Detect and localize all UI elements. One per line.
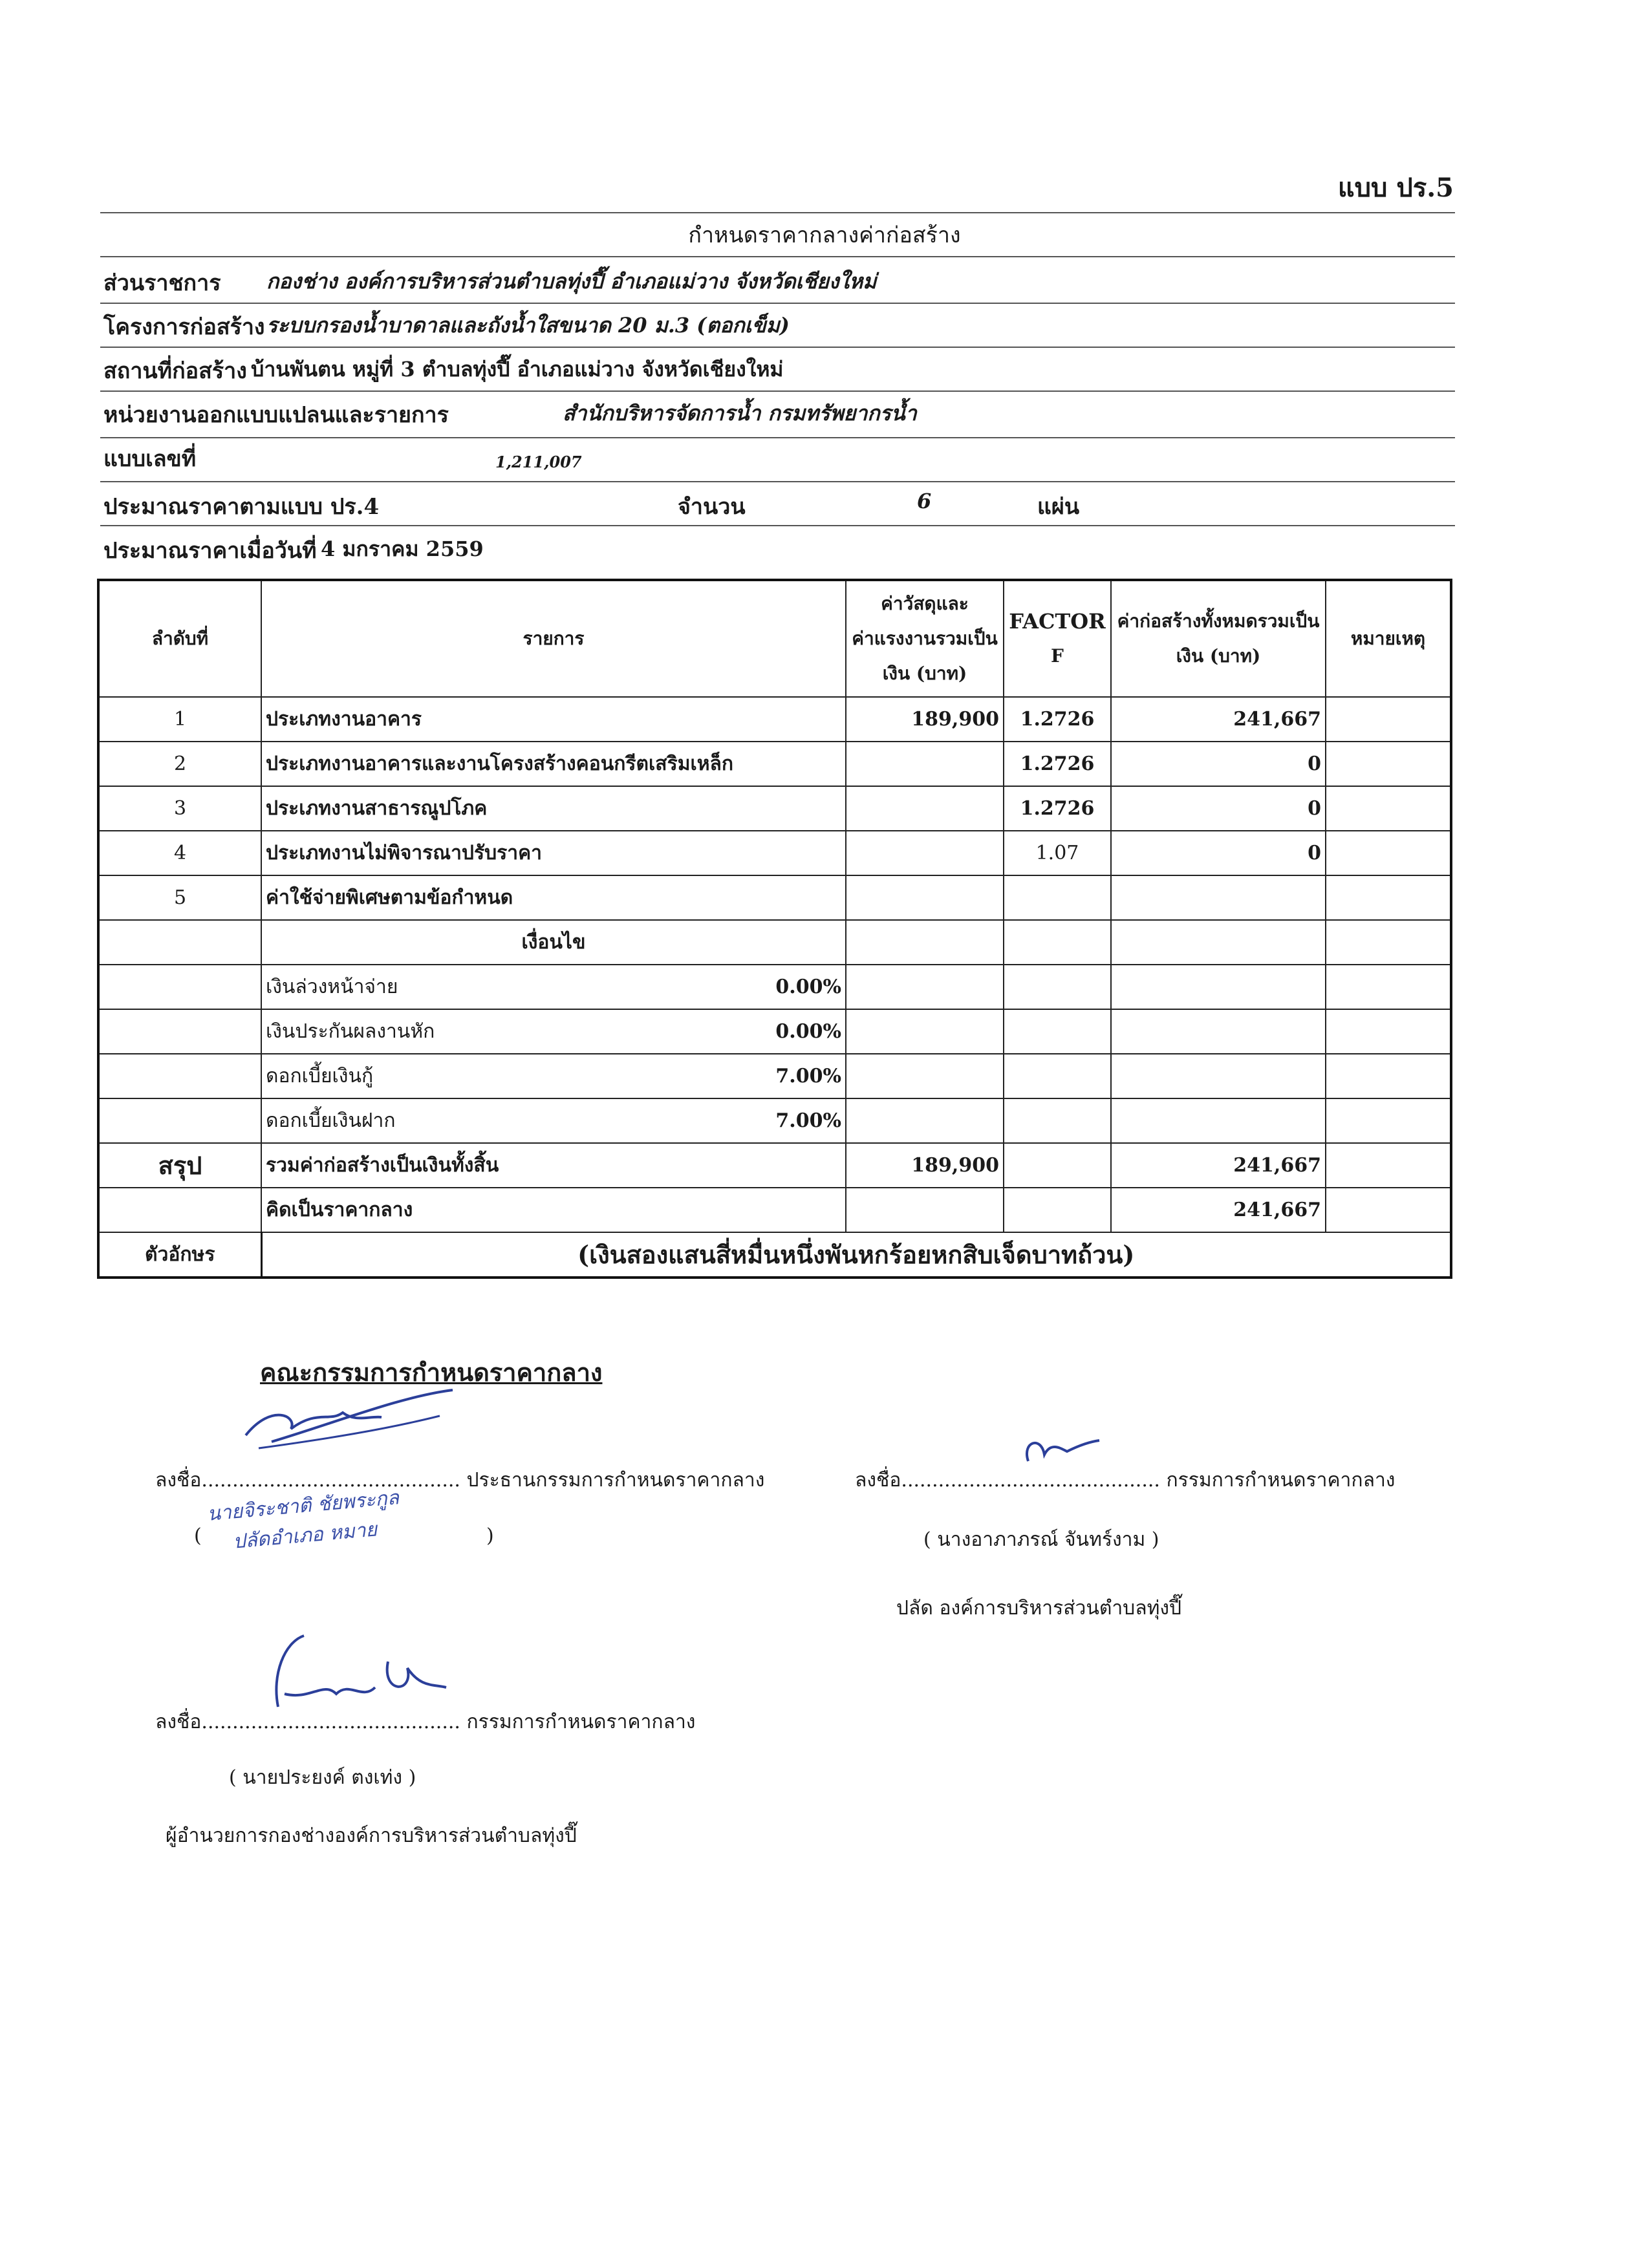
row-total <box>1111 875 1326 920</box>
empty-cell <box>98 965 261 1009</box>
header-factor-line: F <box>1051 645 1064 667</box>
row-cost: 189,900 <box>846 697 1004 742</box>
stamp-text: นายจิระชาติ ชัยพระกูล <box>206 1486 400 1526</box>
condition-cell <box>261 1054 846 1098</box>
row-no: 2 <box>98 742 261 786</box>
signature-3 <box>259 1623 479 1720</box>
agency-value: กองช่าง องค์การบริหารส่วนตำบลทุ่งปี๊ อำเภอแม่วาง จังหวัดเชียงใหม่ <box>266 269 877 294</box>
empty-cell <box>1326 1143 1451 1188</box>
divider <box>100 212 1455 213</box>
member-name: ( นายประยงค์ ตงเท่ง ) <box>229 1766 416 1789</box>
header-no: ลำดับที่ <box>98 580 261 697</box>
row-no: 5 <box>98 875 261 920</box>
header-cost-line: เงิน (บาท) <box>882 663 967 684</box>
table-row <box>98 786 1451 831</box>
letters-row <box>98 1232 1451 1278</box>
empty-cell <box>846 965 1004 1009</box>
paren-close: ) <box>486 1524 494 1547</box>
table-row <box>98 875 1451 920</box>
letters-label: ตัวอักษร <box>98 1232 261 1278</box>
row-cost <box>846 831 1004 875</box>
row-item: ประเภทงานสาธารณูปโภค <box>261 786 846 831</box>
row-factor: 1.07 <box>1004 831 1111 875</box>
row-remark <box>1326 697 1451 742</box>
empty-cell <box>1004 1098 1111 1143</box>
header-factor <box>1004 580 1111 697</box>
row-cost <box>846 742 1004 786</box>
summary-total: 241,667 <box>1111 1143 1326 1188</box>
page-title: กำหนดราคากลางค่าก่อสร้าง <box>688 222 961 248</box>
project-value: ระบบกรองน้ำบาดาลและถังน้ำใสขนาด 20 ม.3 (ตอกเข็ม) <box>266 313 790 337</box>
conditions-title-row <box>98 920 1451 965</box>
empty-cell <box>846 1009 1004 1054</box>
empty-cell <box>846 920 1004 965</box>
table-row <box>98 831 1451 875</box>
median-row <box>98 1188 1451 1232</box>
summary-cost: 189,900 <box>846 1143 1004 1188</box>
designer-value: สำนักบริหารจัดการน้ำ กรมทรัพยากรน้ำ <box>563 401 917 425</box>
row-total: 0 <box>1111 786 1326 831</box>
condition-cell <box>261 1098 846 1143</box>
row-factor: 1.2726 <box>1004 742 1111 786</box>
row-remark <box>1326 831 1451 875</box>
condition-value: 0.00% <box>775 1020 841 1043</box>
empty-cell <box>1004 1054 1111 1098</box>
condition-label: ดอกเบี้ยเงินกู้ <box>266 1065 374 1087</box>
summary-item: รวมค่าก่อสร้างเป็นเงินทั้งสิ้น <box>261 1143 846 1188</box>
row-no: 3 <box>98 786 261 831</box>
header-cost-line: ค่าวัสดุและ <box>881 593 969 614</box>
empty-cell <box>1326 1054 1451 1098</box>
price-table <box>97 579 1452 1279</box>
conditions-title: เงื่อนไข <box>261 920 846 965</box>
row-cost <box>846 875 1004 920</box>
row-item: ประเภทงานอาคารและงานโครงสร้างคอนกรีตเสริมเหล็ก <box>261 742 846 786</box>
date-label: ประมาณราคาเมื่อวันที่ <box>103 538 317 564</box>
signature-line-chair: ลงชื่อ.......................................... ประธานกรรมการกำหนดราคากลาง <box>155 1469 765 1492</box>
divider <box>100 437 1455 438</box>
header-remark: หมายเหตุ <box>1326 580 1451 697</box>
empty-cell <box>98 920 261 965</box>
header-total-line: เงิน (บาท) <box>1176 645 1261 667</box>
condition-label: เงินประกันผลงานหัก <box>266 1020 435 1043</box>
empty-cell <box>1111 965 1326 1009</box>
condition-row <box>98 1054 1451 1098</box>
header-total <box>1111 580 1326 697</box>
table-row <box>98 697 1451 742</box>
letters-value: (เงินสองแสนสี่หมื่นหนึ่งพันหกร้อยหกสิบเจ็ดบาทถ้วน) <box>261 1232 1451 1278</box>
condition-label: เงินล่วงหน้าจ่าย <box>266 976 398 998</box>
summary-row <box>98 1143 1451 1188</box>
empty-cell <box>98 1054 261 1098</box>
row-item: ประเภทงานไม่พิจารณาปรับราคา <box>261 831 846 875</box>
project-label: โครงการก่อสร้าง <box>103 314 265 340</box>
condition-row <box>98 1098 1451 1143</box>
row-item: ค่าใช้จ่ายพิเศษตามข้อกำหนด <box>261 875 846 920</box>
condition-value: 0.00% <box>775 976 841 998</box>
row-no: 1 <box>98 697 261 742</box>
row-cost <box>846 786 1004 831</box>
signature-line-member: ลงชื่อ.......................................... กรรมการกำหนดราคากลาง <box>855 1469 1396 1492</box>
median-item: คิดเป็นราคากลาง <box>261 1188 846 1232</box>
estimate-label: ประมาณราคาตามแบบ ปร.4 <box>103 494 380 520</box>
empty-cell <box>846 1188 1004 1232</box>
row-factor <box>1004 875 1111 920</box>
row-remark <box>1326 875 1451 920</box>
divider <box>100 481 1455 482</box>
agency-label: ส่วนราชการ <box>103 270 221 296</box>
divider <box>100 256 1455 257</box>
condition-label: ดอกเบี้ยเงินฝาก <box>266 1109 396 1132</box>
empty-cell <box>1004 1009 1111 1054</box>
empty-cell <box>98 1098 261 1143</box>
row-factor: 1.2726 <box>1004 697 1111 742</box>
empty-cell <box>1111 1054 1326 1098</box>
divider <box>100 525 1455 526</box>
header-total-line: ค่าก่อสร้างทั้งหมดรวมเป็น <box>1117 610 1320 632</box>
condition-value: 7.00% <box>775 1109 841 1132</box>
condition-cell <box>261 1009 846 1054</box>
empty-cell <box>1326 1188 1451 1232</box>
empty-cell <box>1004 920 1111 965</box>
designer-label: หน่วยงานออกแบบแปลนและรายการ <box>103 402 449 428</box>
empty-cell <box>1326 965 1451 1009</box>
empty-cell <box>1326 920 1451 965</box>
row-total: 0 <box>1111 831 1326 875</box>
signature-1 <box>233 1377 466 1455</box>
divider <box>100 390 1455 392</box>
table-header-row <box>98 580 1451 697</box>
stamp-text: ปลัดอำเภอ หมาย <box>232 1518 378 1554</box>
header-cost-line: ค่าแรงงานรวมเป็น <box>852 628 998 649</box>
row-factor: 1.2726 <box>1004 786 1111 831</box>
count-value: 6 <box>917 489 932 513</box>
signature-line-member: ลงชื่อ.......................................... กรรมการกำหนดราคากลาง <box>155 1711 696 1733</box>
header-item: รายการ <box>261 580 846 697</box>
member-position: ผู้อำนวยการกองช่างองค์การบริหารส่วนตำบลทุ่งปี๊ <box>166 1824 577 1847</box>
member-position: ปลัด องค์การบริหารส่วนตำบลทุ่งปี๊ <box>896 1597 1182 1620</box>
row-remark <box>1326 786 1451 831</box>
header-cost <box>846 580 1004 697</box>
empty-cell <box>98 1188 261 1232</box>
header-factor-line: FACTOR <box>1009 609 1106 634</box>
empty-cell <box>1326 1009 1451 1054</box>
condition-row <box>98 965 1451 1009</box>
row-item: ประเภทงานอาคาร <box>261 697 846 742</box>
table-row <box>98 742 1451 786</box>
plan-no-label: แบบเลขที่ <box>103 446 197 472</box>
site-value: บ้านพันตน หมู่ที่ 3 ตำบลทุ่งปี๊ อำเภอแม่วาง จังหวัดเชียงใหม่ <box>251 357 784 381</box>
plan-no-value: 1,211,007 <box>495 453 582 471</box>
empty-cell <box>1004 965 1111 1009</box>
row-total: 0 <box>1111 742 1326 786</box>
empty-cell <box>1111 920 1326 965</box>
divider <box>100 347 1455 348</box>
sheet-label: แผ่น <box>1037 494 1080 520</box>
median-total: 241,667 <box>1111 1188 1326 1232</box>
empty-cell <box>1004 1188 1111 1232</box>
empty-cell <box>1111 1009 1326 1054</box>
committee-title: คณะกรรมการกำหนดราคากลาง <box>260 1358 603 1387</box>
site-label: สถานที่ก่อสร้าง <box>103 358 247 384</box>
paren-open: ( <box>194 1524 202 1547</box>
empty-cell <box>846 1098 1004 1143</box>
condition-value: 7.00% <box>775 1065 841 1087</box>
empty-cell <box>98 1009 261 1054</box>
empty-cell <box>1111 1098 1326 1143</box>
count-label: จำนวน <box>678 494 746 520</box>
row-no: 4 <box>98 831 261 875</box>
empty-cell <box>1004 1143 1111 1188</box>
summary-label: สรุป <box>98 1143 261 1188</box>
condition-cell <box>261 965 846 1009</box>
empty-cell <box>846 1054 1004 1098</box>
date-value: 4 มกราคม 2559 <box>321 537 484 561</box>
form-code: แบบ ปร.5 <box>1337 173 1454 203</box>
row-total: 241,667 <box>1111 697 1326 742</box>
row-remark <box>1326 742 1451 786</box>
divider <box>100 303 1455 304</box>
member-name: ( นางอาภาภรณ์ จันทร์งาม ) <box>923 1528 1159 1551</box>
empty-cell <box>1326 1098 1451 1143</box>
condition-row <box>98 1009 1451 1054</box>
